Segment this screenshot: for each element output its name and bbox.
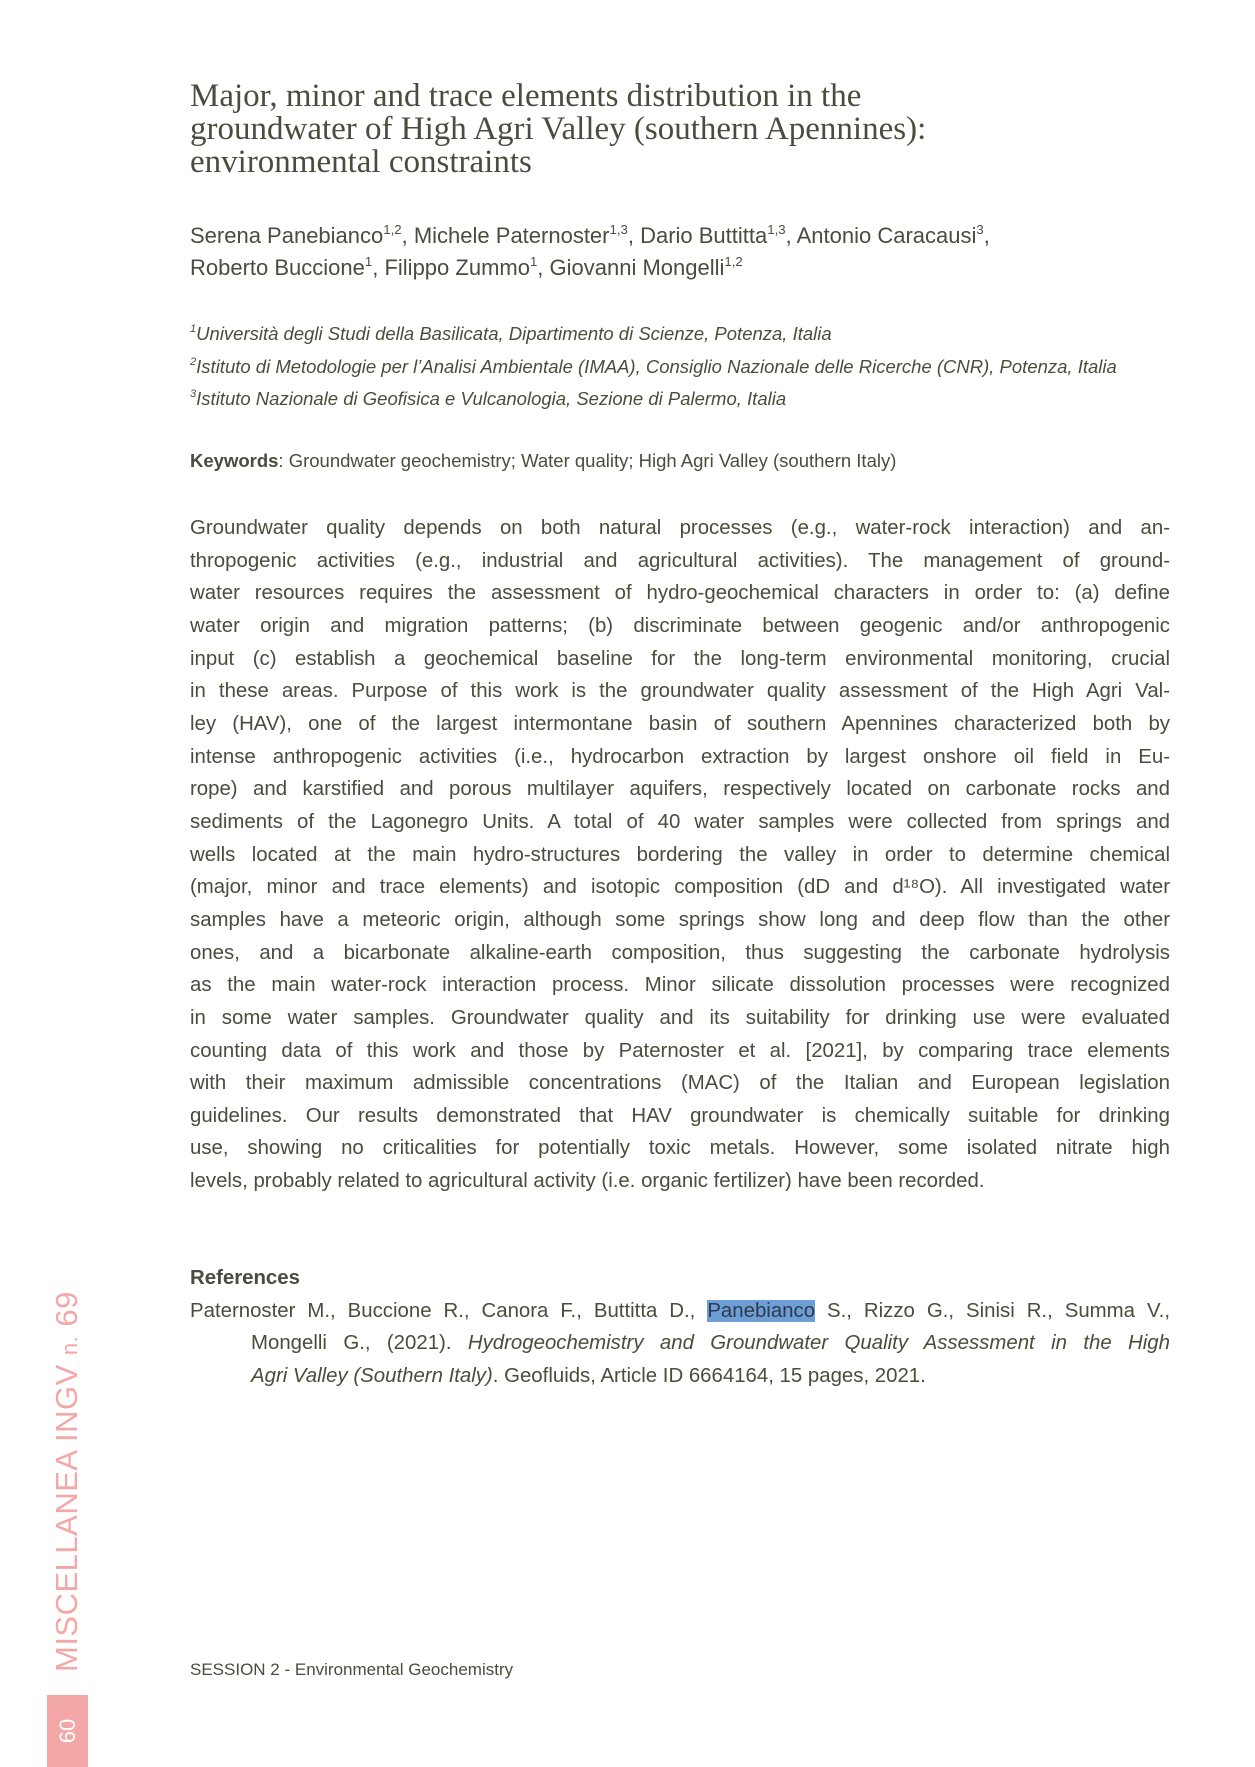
affiliation — [190, 383, 1117, 416]
affiliation — [190, 318, 1117, 351]
abstract-line: levels, probably related to agricultural activity (i.e. organic fertilizer) have been recorded. — [190, 1170, 985, 1193]
title-line: environmental constraints — [190, 144, 532, 180]
highlighted-text[interactable]: Panebianco — [707, 1299, 816, 1322]
separator: , — [627, 223, 641, 248]
abstract-line: water origin and migration patterns; (b) discriminate between geogenic and/or anthropogenic — [190, 614, 1170, 637]
abstract-line: in some water samples. Groundwater quality and its suitability for drinking use were evaluated — [190, 1006, 1170, 1029]
references-section — [190, 1262, 1170, 1392]
reference-line — [190, 1295, 1170, 1328]
abstract-line: input (c) establish a geochemical baseline for the long-term environmental monitoring, crucial — [190, 647, 1170, 670]
keywords — [190, 450, 896, 472]
affiliation-number: 1 — [190, 323, 197, 336]
paper-title — [190, 80, 1190, 179]
affiliation-marker: 1 — [529, 253, 538, 269]
journal-sidebar-title — [49, 1291, 85, 1672]
author: Serena Panebianco — [190, 223, 384, 248]
separator: , — [537, 255, 550, 280]
author: Antonio Caracausi — [796, 223, 977, 248]
abstract-line: counting data of this work and those by Paternoster et al. [2021], by comparing trace elements — [190, 1039, 1170, 1062]
author: Dario Buttitta — [640, 223, 768, 248]
affiliations — [190, 318, 1117, 416]
abstract-line: wells located at the main hydro-structures bordering the valley in order to determine chemical — [190, 843, 1170, 866]
journal-name: MISCELLANEA INGV — [49, 1364, 84, 1672]
abstract-line: Groundwater quality depends on both natural processes (e.g., water-rock interaction) and an- — [190, 517, 1170, 539]
author: Giovanni Mongelli — [549, 255, 725, 280]
affiliation — [190, 351, 1117, 384]
author: Filippo Zummo — [384, 255, 530, 280]
abstract-line: intense anthropogenic activities (i.e., hydrocarbon extraction by largest onshore oil field in Eu- — [190, 745, 1170, 768]
keywords-text: : Groundwater geochemistry; Water quality; High Agri Valley (southern Italy) — [278, 450, 897, 471]
issue-prefix: n. — [57, 1335, 82, 1356]
title-line: Major, minor and trace elements distribution in the — [190, 78, 862, 114]
abstract-line: water resources requires the assessment of hydro-geochemical characters in order to: (a) define — [190, 582, 1170, 605]
affiliation-number: 2 — [190, 355, 197, 368]
affiliation-number: 3 — [190, 388, 197, 401]
affiliation-marker: 1,3 — [609, 221, 628, 237]
abstract-line: sediments of the Lagonegro Units. A total of 40 water samples were collected from springs and — [190, 810, 1170, 833]
abstract-line: in these areas. Purpose of this work is the groundwater quality assessment of the High Agri Val- — [190, 680, 1170, 703]
affiliation-text: Istituto di Metodologie per l’Analisi Ambientale (IMAA), Consiglio Nazionale delle Ricerche (CNR), Potenza, Italia — [196, 355, 1117, 377]
separator: , — [785, 223, 797, 248]
abstract-body — [190, 512, 1170, 1198]
abstract-line: rope) and karstified and porous multilayer aquifers, respectively located on carbonate rocks and — [190, 778, 1170, 801]
issue-number: 69 — [49, 1291, 84, 1327]
separator: , — [983, 223, 990, 248]
reference-year: Mongelli G., (2021). — [251, 1332, 468, 1355]
reference-line — [190, 1360, 1170, 1393]
page-number-tab — [47, 1695, 88, 1767]
reference-authors-cont: S., Rizzo G., Sinisi R., Summa V., — [815, 1299, 1171, 1322]
affiliation-marker: 1 — [364, 253, 373, 269]
abstract-line: (major, minor and trace elements) and isotopic composition (dD and d¹⁸O). All investigated water — [190, 876, 1170, 899]
reference-authors: Paternoster M., Buccione R., Canora F., Buttitta D., — [190, 1299, 708, 1322]
separator: , — [372, 255, 385, 280]
affiliation-marker: 1,2 — [724, 253, 743, 269]
author: Michele Paternoster — [413, 223, 610, 248]
title-line: groundwater of High Agri Valley (southern Apennines): — [190, 111, 927, 147]
abstract-line: guidelines. Our results demonstrated that HAV groundwater is chemically suitable for drinking — [190, 1104, 1170, 1127]
affiliation-text: Istituto Nazionale di Geofisica e Vulcanologia, Sezione di Palermo, Italia — [196, 388, 787, 409]
abstract-line: use, showing no criticalities for potentially toxic metals. However, some isolated nitrate high — [190, 1137, 1170, 1160]
references-heading: References — [190, 1267, 300, 1289]
abstract-line: ones, and a bicarbonate alkaline-earth composition, thus suggesting the carbonate hydrolysis — [190, 941, 1170, 964]
abstract-line: as the main water-rock interaction process. Minor silicate dissolution processes were recognized — [190, 974, 1170, 997]
affiliation-marker: 3 — [976, 221, 984, 237]
reference-source: . Geofluids, Article ID 6664164, 15 pages, 2021. — [492, 1364, 926, 1387]
affiliation-text: Università degli Studi della Basilicata, Dipartimento di Scienze, Potenza, Italia — [196, 323, 832, 344]
keywords-label: Keywords — [190, 450, 279, 471]
abstract-line: samples have a meteoric origin, although some springs show long and deep flow than the other — [190, 908, 1170, 931]
session-footer: SESSION 2 - Environmental Geochemistry — [190, 1660, 514, 1679]
abstract-line: with their maximum admissible concentrations (MAC) of the Italian and European legislation — [190, 1072, 1170, 1095]
reference-line — [190, 1327, 1170, 1360]
separator: , — [401, 223, 414, 248]
author-list — [190, 220, 990, 284]
abstract-line: ley (HAV), one of the largest intermontane basin of southern Apennines characterized both by — [190, 712, 1170, 735]
reference-title-cont: Agri Valley (Southern Italy) — [251, 1364, 493, 1387]
reference-title: Hydrogeochemistry and Groundwater Quality Assessment in the High — [467, 1332, 1170, 1355]
abstract-line: thropogenic activities (e.g., industrial and agricultural activities). The management of ground- — [190, 549, 1170, 572]
author: Roberto Buccione — [190, 255, 365, 280]
page-number: 60 — [54, 1718, 80, 1744]
affiliation-marker: 1,3 — [767, 221, 786, 237]
affiliation-marker: 1,2 — [383, 221, 402, 237]
